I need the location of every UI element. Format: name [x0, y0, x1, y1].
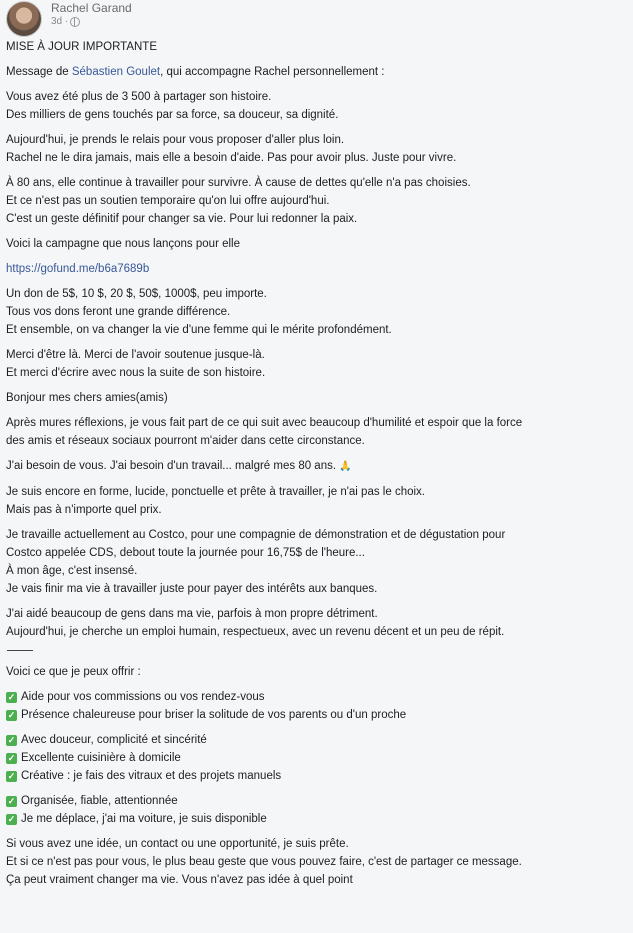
- text-line: Et ensemble, on va changer la vie d'une femme qui le mérite profondément.: [6, 324, 392, 336]
- paragraph-4: [6, 285, 631, 339]
- text-line: Si vous avez une idée, un contact ou une opportunité, je suis prête.: [6, 838, 349, 850]
- praying-hands-icon: 🙏: [339, 461, 352, 472]
- closing-paragraph: [6, 835, 631, 889]
- text-line: Rachel ne le dira jamais, mais elle a besoin d'aide. Pas pour avoir plus. Juste pour vivre.: [6, 152, 457, 164]
- author-name[interactable]: Rachel Garand: [51, 1, 132, 15]
- text-line: Tous vos dons feront une grande différence.: [6, 306, 231, 318]
- intro-line: [6, 63, 631, 81]
- greeting: Bonjour mes chers amies(amis): [6, 392, 168, 404]
- list-item: [6, 767, 631, 785]
- offer-list-1: [6, 688, 631, 724]
- post-body: [6, 38, 631, 896]
- author-avatar[interactable]: [6, 1, 42, 37]
- text-line: J'ai aidé beaucoup de gens dans ma vie, parfois à mon propre détriment.: [6, 608, 378, 620]
- list-item: [6, 749, 631, 767]
- text-line: Des milliers de gens touchés par sa force, sa douceur, sa dignité.: [6, 109, 339, 121]
- campaign-intro: Voici la campagne que nous lançons pour elle: [6, 238, 240, 250]
- text-line: Mais pas à n'importe quel prix.: [6, 504, 162, 516]
- text-line: Aujourd'hui, je cherche un emploi humain, respectueux, avec un revenu décent et un peu de répit.: [6, 626, 505, 638]
- post-meta: [51, 15, 132, 29]
- text-line: Et si ce n'est pas pour vous, le plus beau geste que vous pouvez faire, c'est de partager ce message.: [6, 856, 522, 868]
- text-line: Costco appelée CDS, debout toute la journée pour 16,75$ de l'heure...: [6, 547, 365, 559]
- check-box-icon: ✓: [7, 813, 16, 824]
- globe-icon: [70, 17, 80, 27]
- mentioned-user-link[interactable]: Sébastien Goulet: [71, 66, 161, 78]
- text-line: Ça peut vraiment changer ma vie. Vous n'avez pas idée à quel point: [6, 874, 353, 886]
- check-box-icon: ✓: [7, 691, 16, 702]
- paragraph-10: [6, 605, 631, 641]
- list-item-text: Organisée, fiable, attentionnée: [21, 795, 178, 807]
- list-item-text: Aide pour vos commissions ou vos rendez-vous: [21, 691, 265, 703]
- text-line: Et ce n'est pas un soutien temporaire qu'on lui offre aujourd'hui.: [6, 195, 330, 207]
- paragraph-3: [6, 174, 631, 228]
- text-line: Je travaille actuellement au Costco, pour une compagnie de démonstration et de dégustation pour: [6, 529, 506, 541]
- offer-list-3: [6, 792, 631, 828]
- list-item-text: Je me déplace, j'ai ma voiture, je suis disponible: [21, 813, 267, 825]
- intro-prefix: Message de: [6, 66, 72, 78]
- list-item-text: Avec douceur, complicité et sincérité: [21, 734, 207, 746]
- author-info: [51, 1, 132, 29]
- check-box-icon: ✓: [7, 770, 16, 781]
- list-item: [6, 792, 631, 810]
- check-box-icon: ✓: [7, 734, 16, 745]
- paragraph-8: [6, 483, 631, 519]
- check-box-icon: ✓: [7, 709, 16, 720]
- text-line: Merci d'être là. Merci de l'avoir soutenue jusque-là.: [6, 349, 265, 361]
- paragraph-1: [6, 88, 631, 124]
- text-line: J'ai besoin de vous. J'ai besoin d'un travail... malgré mes 80 ans.: [6, 460, 337, 472]
- post-header: [6, 0, 132, 38]
- paragraph-7: [6, 457, 631, 476]
- intro-suffix: , qui accompagne Rachel personnellement :: [160, 66, 385, 78]
- list-item-text: Présence chaleureuse pour briser la solitude de vos parents ou d'un proche: [21, 709, 407, 721]
- list-item: [6, 731, 631, 749]
- paragraph-6: [6, 414, 631, 450]
- text-line: des amis et réseaux sociaux pourront m'aider dans cette circonstance.: [6, 435, 365, 447]
- post-time[interactable]: 3d ·: [51, 16, 69, 27]
- text-line: Un don de 5$, 10 $, 20 $, 50$, 1000$, peu importe.: [6, 288, 267, 300]
- list-item-text: Excellente cuisinière à domicile: [21, 752, 181, 764]
- text-line: Je suis encore en forme, lucide, ponctuelle et prête à travailler, je n'ai pas le choix.: [6, 486, 425, 498]
- check-box-icon: ✓: [7, 795, 16, 806]
- list-item-text: Créative : je fais des vitraux et des projets manuels: [21, 770, 282, 782]
- text-line: À mon âge, c'est insensé.: [6, 565, 138, 577]
- paragraph-2: [6, 131, 631, 167]
- offer-list-2: [6, 731, 631, 785]
- campaign-link[interactable]: https://gofund.me/b6a7689b: [6, 263, 150, 275]
- paragraph-9: [6, 526, 631, 598]
- offer-intro: Voici ce que je peux offrir :: [6, 666, 141, 678]
- text-line: Vous avez été plus de 3 500 à partager son histoire.: [6, 91, 272, 103]
- list-item: [6, 688, 631, 706]
- list-item: [6, 810, 631, 828]
- text-line: À 80 ans, elle continue à travailler pour survivre. À cause de dettes qu'elle n'a pas choisies.: [6, 177, 471, 189]
- text-line: Aujourd'hui, je prends le relais pour vous proposer d'aller plus loin.: [6, 134, 345, 146]
- text-line: Je vais finir ma vie à travailler juste pour payer des intérêts aux banques.: [6, 583, 378, 595]
- post-title: MISE À JOUR IMPORTANTE: [6, 41, 158, 53]
- text-line: Après mures réflexions, je vous fait part de ce qui suit avec beaucoup d'humilité et espoir que la force: [6, 417, 523, 429]
- divider: [7, 650, 33, 651]
- paragraph-5: [6, 346, 631, 382]
- text-line: C'est un geste définitif pour changer sa vie. Pour lui redonner la paix.: [6, 213, 358, 225]
- text-line: Et merci d'écrire avec nous la suite de son histoire.: [6, 367, 266, 379]
- check-box-icon: ✓: [7, 752, 16, 763]
- list-item: [6, 706, 631, 724]
